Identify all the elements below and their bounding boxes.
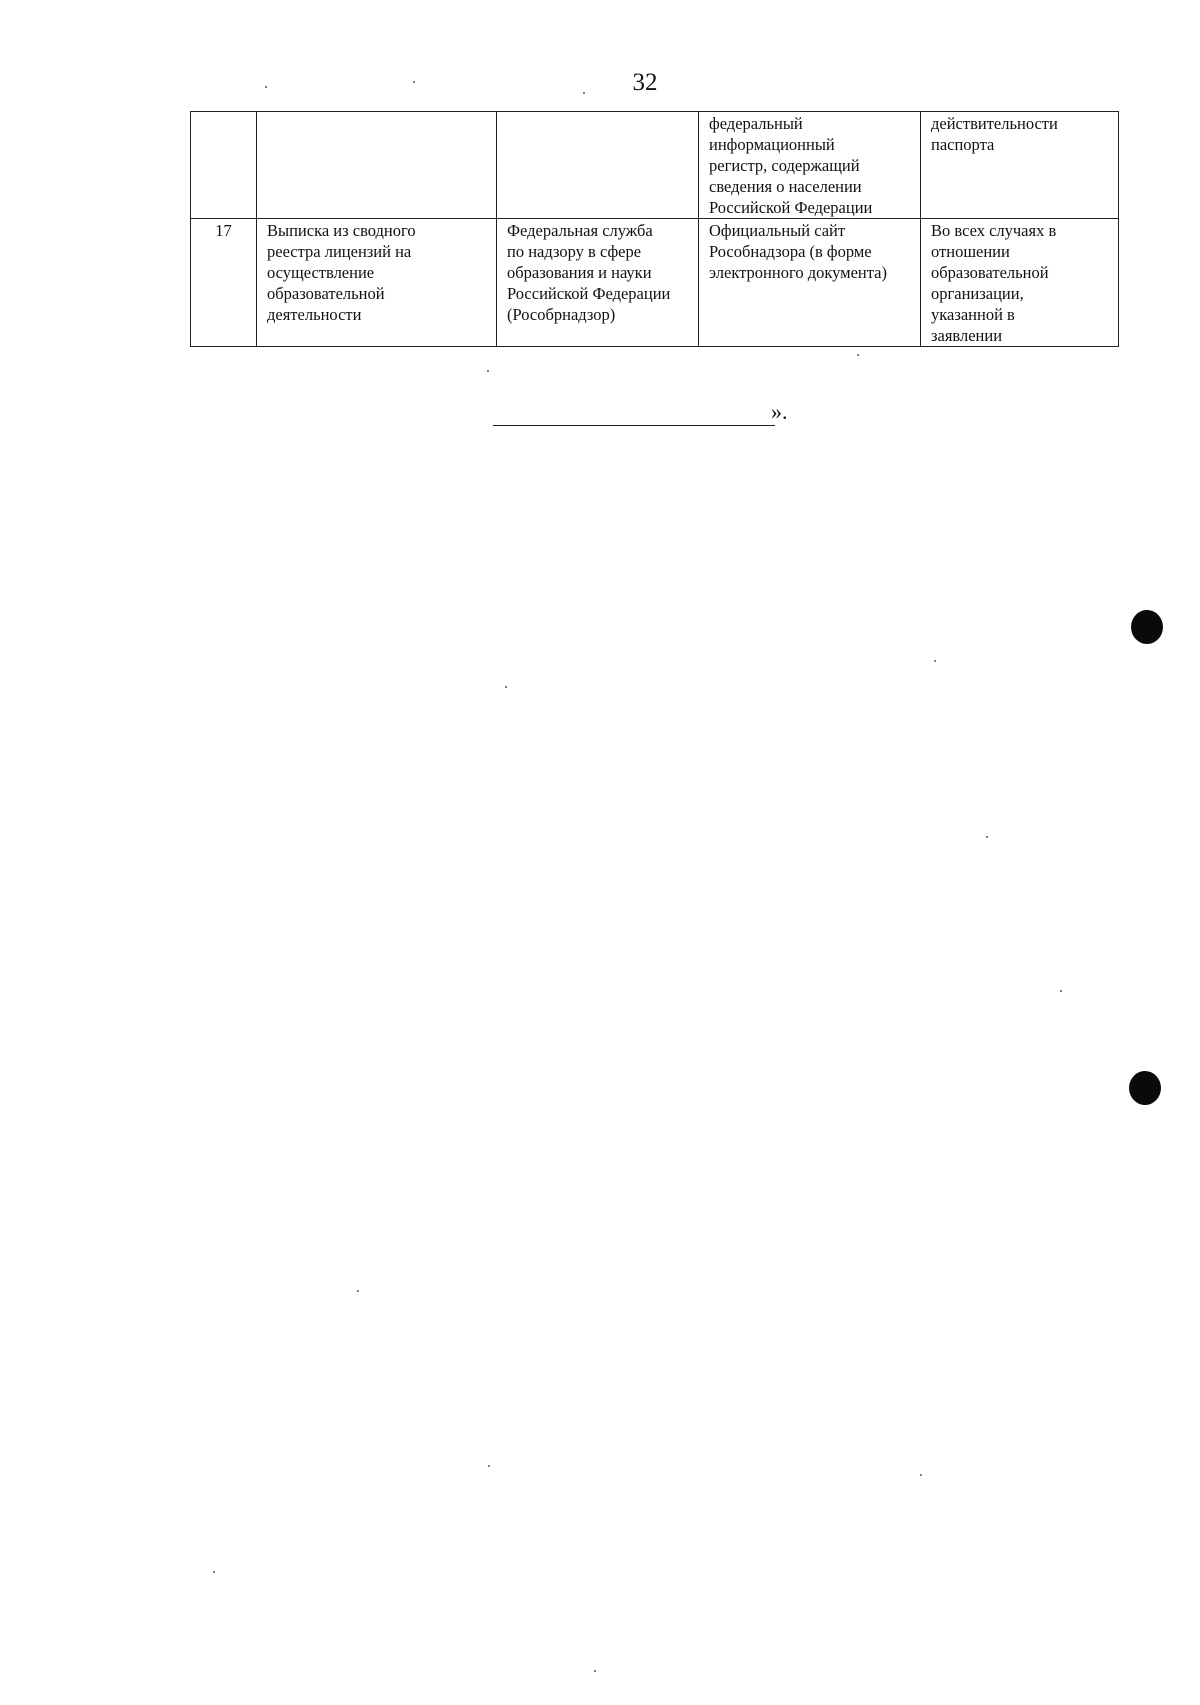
cell-line: Российской Федерации xyxy=(507,284,671,303)
requirements-table xyxy=(190,111,1119,347)
table-row xyxy=(191,112,1119,219)
cell-line: образования и науки xyxy=(507,263,652,282)
table-row xyxy=(191,219,1119,347)
cell-line: по надзору в сфере xyxy=(507,242,642,261)
cell-line: заявлении xyxy=(931,326,1003,345)
cell-line: сведения о населении xyxy=(709,177,862,196)
scan-speck xyxy=(920,1474,922,1476)
cell-issuing-authority xyxy=(497,219,699,347)
punch-hole-mark xyxy=(1131,610,1163,644)
cell-data-source xyxy=(699,112,921,219)
cell-line: Федеральная служба xyxy=(507,221,653,240)
scan-speck xyxy=(857,354,859,356)
cell-document-name xyxy=(257,219,497,347)
cell-line: электронного документа) xyxy=(709,263,887,282)
cell-line: Во всех случаях в xyxy=(931,221,1057,240)
page-number: 32 xyxy=(632,69,658,96)
scan-speck xyxy=(594,1670,596,1672)
cell-number xyxy=(191,112,257,219)
closing-rule xyxy=(493,425,775,426)
cell-line: деятельности xyxy=(267,305,362,324)
cell-condition xyxy=(921,112,1119,219)
scan-speck xyxy=(1060,990,1062,992)
cell-line: Выписка из сводного xyxy=(267,221,416,240)
cell-line: образовательной xyxy=(931,263,1049,282)
cell-line: паспорта xyxy=(931,135,995,154)
cell-document-name xyxy=(257,112,497,219)
scan-speck xyxy=(583,92,585,94)
cell-line: организации, xyxy=(931,284,1024,303)
scan-speck xyxy=(505,686,507,688)
cell-line: (Рособрнадзор) xyxy=(507,305,616,324)
cell-line: информационный xyxy=(709,135,835,154)
scan-speck xyxy=(357,1290,359,1292)
punch-hole-mark xyxy=(1129,1071,1161,1105)
cell-line: реестра лицензий на xyxy=(267,242,412,261)
cell-line: образовательной xyxy=(267,284,385,303)
scan-speck xyxy=(413,81,415,83)
cell-line: регистр, содержащий xyxy=(709,156,860,175)
cell-line: указанной в xyxy=(931,305,1015,324)
cell-line: отношении xyxy=(931,242,1010,261)
cell-number: 17 xyxy=(191,219,257,347)
scan-speck xyxy=(487,370,489,372)
cell-line: Официальный сайт xyxy=(709,221,846,240)
table-body xyxy=(191,112,1119,347)
cell-line: осуществление xyxy=(267,263,375,282)
closing-quote-mark: ». xyxy=(771,399,788,424)
scan-speck xyxy=(986,836,988,838)
cell-issuing-authority xyxy=(497,112,699,219)
cell-line: Российской Федерации xyxy=(709,198,873,217)
scan-speck xyxy=(213,1571,215,1573)
scan-speck xyxy=(934,660,936,662)
cell-line: действительности xyxy=(931,114,1058,133)
scan-speck xyxy=(265,86,267,88)
cell-line: федеральный xyxy=(709,114,803,133)
cell-line: Рособнадзора (в форме xyxy=(709,242,872,261)
cell-data-source xyxy=(699,219,921,347)
scan-speck xyxy=(488,1465,490,1467)
cell-condition xyxy=(921,219,1119,347)
